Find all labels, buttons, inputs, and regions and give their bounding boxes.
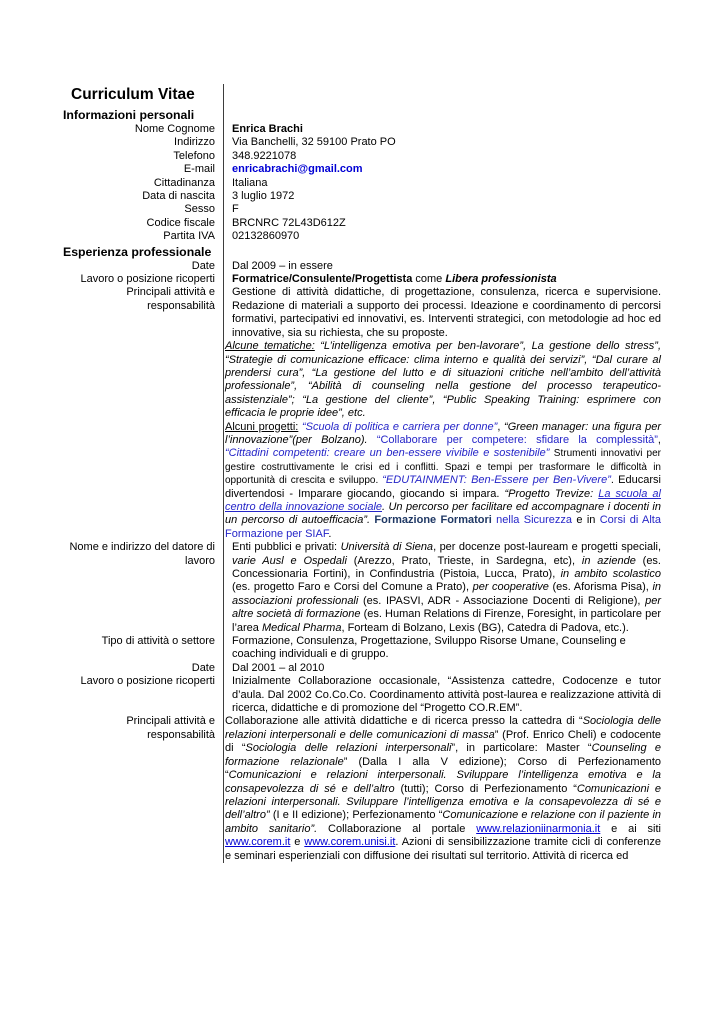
text-run: e in	[572, 514, 600, 527]
text-run: “Scuola di politica e carriera per donne”	[301, 420, 498, 433]
field-label: Sesso	[184, 203, 215, 216]
text-run: . Azioni di sensibilizzazione tramite cicli di conferenze e seminari esperienziali con diffusione dei risultati sul territorio. Attività di ricerca ed	[225, 836, 662, 862]
text-run: Strumenti innovativi per gestire costruttivamente le crisi ed i conflitti. Spazi e tempi per trasformare le difficoltà in opportunità di crescita e sviluppo.	[225, 448, 662, 487]
field-value	[223, 286, 661, 541]
text-run: Alcune tematiche:	[225, 340, 315, 353]
text-run: Comunicazioni e relazioni interpersonali. Sviluppare l’intelligenza emotiva e la consapevolezza di sé e dell’altro	[225, 769, 661, 795]
text-run: “EDUTAINMENT: Ben-Essere per Ben-Vivere”	[382, 474, 611, 487]
text-run: ,	[657, 433, 661, 446]
field-label: Telefono	[173, 149, 215, 162]
paragraph	[225, 421, 661, 542]
text-run: , per docenze post-lauream e progetti speciali,	[433, 541, 662, 554]
field-value	[223, 230, 661, 243]
text-run: “Green manager: una figura per l’innovazione”(per Bolzano).	[225, 420, 661, 446]
text-run: F	[232, 203, 239, 216]
text-run: Dal 2009 – in essere	[232, 259, 333, 272]
field-label: Cittadinanza	[153, 176, 215, 189]
text-run: .	[328, 527, 332, 540]
field-label: Principali attività e responsabilità	[126, 286, 215, 312]
text-run: Comunicazione e relazione con il paziente in ambito sanitario”.	[225, 809, 662, 835]
text-run: La scuola al centro della innovazione sociale	[225, 487, 661, 513]
text-run: come	[412, 273, 446, 286]
text-run: ,	[497, 420, 505, 433]
text-run: 02132860970	[232, 230, 300, 243]
field-value	[223, 190, 661, 203]
text-run: ”, in particolare: Master “	[451, 742, 592, 755]
field-value	[223, 203, 661, 216]
text-run: “Collaborare per competere: sfidare la complessità”	[376, 433, 658, 446]
field-value	[223, 150, 661, 163]
paragraph	[225, 340, 661, 420]
text-run: per altre società di formazione	[232, 594, 661, 621]
text-run: (es. IPASVI, ADR - Associazione Docenti di Religione),	[362, 594, 646, 607]
text-run: in aziende	[581, 554, 643, 567]
text-run: e ai siti	[600, 822, 661, 835]
field-value	[223, 177, 661, 190]
text-run: (tutti); Corso di Perfezionamento “	[394, 782, 577, 795]
field-value	[223, 715, 661, 862]
text-run: Dal 2001 – al 2010	[232, 661, 325, 674]
paragraph	[232, 230, 661, 243]
paragraph	[232, 203, 661, 216]
text-run: Gestione di attività didattiche, di progettazione, consulenza, ricerca e supervisione. Redazione di materiali a supporto dei processi. Ideazione e coordinamento di percorsi formativi, partecipativi ed innovativi, es. Interventi strategici, con metodologie ad hoc ed innovative, sia su richiesta, che su proposte.	[232, 286, 661, 339]
text-run: Medical Pharma	[261, 621, 342, 634]
field-value	[223, 136, 661, 149]
field-value	[223, 217, 661, 230]
text-run: (es. Aforisma Pisa),	[552, 581, 653, 594]
email-link[interactable]: enricabrachi@gmail.com	[232, 163, 363, 176]
field-label: Tipo di attività o settore	[101, 635, 215, 648]
section-heading: Informazioni personali	[63, 108, 195, 122]
text-run: “Progetto Trevize:	[504, 487, 599, 500]
field-value	[223, 123, 661, 136]
field-value	[223, 675, 661, 715]
paragraph	[232, 190, 661, 203]
text-run: , Forteam di Bolzano, Lexis (BG), Catedra di Padova, etc.).	[341, 621, 629, 634]
text-run: Formazione Formatori	[374, 514, 492, 527]
field-label: E-mail	[183, 163, 215, 176]
field-label: Principali attività e responsabilità	[126, 715, 215, 741]
paragraph	[232, 177, 661, 190]
text-run: Counseling e formazione relazionale	[225, 742, 662, 768]
paragraph	[232, 150, 661, 163]
text-run: “L’intelligenza emotiva per ben-lavorare”, La gestione dello stress”, “Strategie di comunicazione efficace: clima interno e qualità dei servizi”, “Dal curare al prendersi cura”, “La gestione del lutto e di situazioni critiche nell’ambito dell’attività professionale”, “Abilità di counseling nella gestione del processo terapeutico-assistenziale”; “La gestione del cliente”, “Public Speaking Training: esprimere con efficacia le proprie idee”, etc.	[225, 340, 661, 420]
field-label: Date	[191, 661, 215, 674]
text-run: (es. Concessionaria Fortini), in Confindustria (Pistoia, Lucca, Prato),	[232, 554, 661, 580]
paragraph	[232, 217, 661, 230]
text-run: Collaborazione alle attività didattiche e di ricerca presso la cattedra di “	[225, 715, 583, 728]
text-run: Università di Siena	[340, 541, 434, 554]
text-run: Sociologia delle relazioni interpersonali e delle comunicazioni di massa	[225, 715, 661, 741]
text-run: Formatrice/Consulente/Progettista	[232, 273, 413, 286]
text-run: Italiana	[232, 176, 268, 189]
field-value	[223, 84, 661, 107]
field-label: Nome Cognome	[134, 123, 215, 135]
text-run: Via Banchelli, 32 59100 Prato PO	[232, 136, 396, 149]
paragraph	[232, 286, 661, 340]
text-run: Enrica Brachi	[232, 123, 303, 135]
field-label: Data di nascita	[142, 190, 215, 203]
field-value	[223, 662, 661, 675]
paragraph	[232, 635, 661, 662]
cv-table	[63, 84, 661, 863]
paragraph	[232, 260, 661, 273]
text-run: (es. Human Relations di Firenze, Foresight, in particolare per l’area	[232, 608, 661, 634]
text-run: Formazione, Consulenza, Progettazione, Sviluppo Risorse Umane, Counseling e coaching individuali e di gruppo.	[232, 635, 626, 661]
text-run: 348.9221078	[232, 149, 297, 162]
text-run: . Un percorso per facilitare ed accompagnare i docenti in un percorso di autoefficacia”.	[225, 500, 661, 527]
field-value	[223, 163, 661, 176]
paragraph	[232, 662, 661, 675]
paragraph	[232, 163, 661, 176]
text-run: ” (Dalla I alla V edizione); Corso di Perfezionamento “	[225, 755, 662, 782]
text-run: nella Sicurezza	[496, 514, 573, 527]
text-run: in associazioni professionali	[232, 581, 661, 607]
field-value	[223, 244, 661, 260]
url-link[interactable]: www.corem.unisi.it	[304, 836, 396, 849]
field-value	[223, 635, 661, 662]
field-label: Lavoro o posizione ricoperti	[80, 675, 215, 688]
field-label: Codice fiscale	[146, 216, 215, 229]
paragraph	[232, 136, 661, 149]
text-run: 3 luglio 1972	[232, 190, 295, 203]
field-value	[223, 541, 661, 635]
text-run: in ambito scolastico	[560, 568, 661, 580]
paragraph	[232, 273, 661, 286]
paragraph	[232, 123, 661, 136]
field-label: Indirizzo	[174, 136, 215, 149]
text-run: Comunicazioni e relazioni interpersonali. Sviluppare l’intelligenza emotiva e la consapevolezza di sé e dell’altro”	[225, 782, 662, 822]
text-run: Corsi di Alta Formazione per SIAF	[225, 514, 661, 540]
field-value	[223, 273, 661, 286]
text-run: Alcuni progetti:	[225, 420, 299, 433]
text-run: (I e II edizione); Perfezionamento “	[269, 809, 443, 822]
text-run: per cooperative	[472, 581, 553, 594]
paragraph	[232, 541, 661, 635]
field-label: Partita IVA	[163, 230, 215, 243]
text-run: varie Ausl e Ospedali	[232, 554, 354, 567]
paragraph	[232, 675, 661, 715]
text-run: Enti pubblici e privati:	[232, 541, 341, 554]
field-value	[223, 107, 661, 123]
text-run: Libera professionista	[445, 273, 557, 286]
text-run: “Cittadini competenti: creare un ben-essere vivibile e sostenibile”	[225, 447, 550, 460]
section-heading: Esperienza professionale	[63, 244, 212, 259]
url-link[interactable]: www.relazioniinarmonia.it	[476, 822, 601, 835]
paragraph	[225, 715, 661, 862]
text-run: ” (Prof. Enrico Cheli) e codocente di “	[225, 728, 661, 755]
text-run: Sociologia delle relazioni interpersonali	[245, 742, 452, 755]
field-label: Date	[191, 259, 215, 272]
url-link[interactable]: www.corem.it	[225, 836, 291, 849]
document-title: Curriculum Vitae	[71, 86, 195, 103]
text-run: (Arezzo, Prato, Trieste, in Sardegna, etc),	[353, 554, 582, 567]
text-run: (es. progetto Faro e Corsi del Comune a Prato),	[232, 581, 473, 594]
text-run: e	[290, 836, 305, 849]
text-run: . Educarsi divertendosi - Imparare giocando, giocando si impara.	[225, 474, 661, 500]
text-run: BRCNRC 72L43D612Z	[232, 216, 346, 229]
field-label: Lavoro o posizione ricoperti	[80, 273, 215, 286]
field-label: Nome e indirizzo del datore di lavoro	[69, 541, 215, 567]
field-value	[223, 260, 661, 273]
text-run: Inizialmente Collaborazione occasionale, “Assistenza cattedre, Codocenze e tutor d’aula. Dal 2002 Co.Co.Co. Coordinamento attività post-laurea e realizzazione attività di ricerca, didattiche e di promozione del “Progetto CO.R.EM”.	[232, 675, 661, 715]
text-run: Collaborazione al portale	[328, 822, 477, 835]
